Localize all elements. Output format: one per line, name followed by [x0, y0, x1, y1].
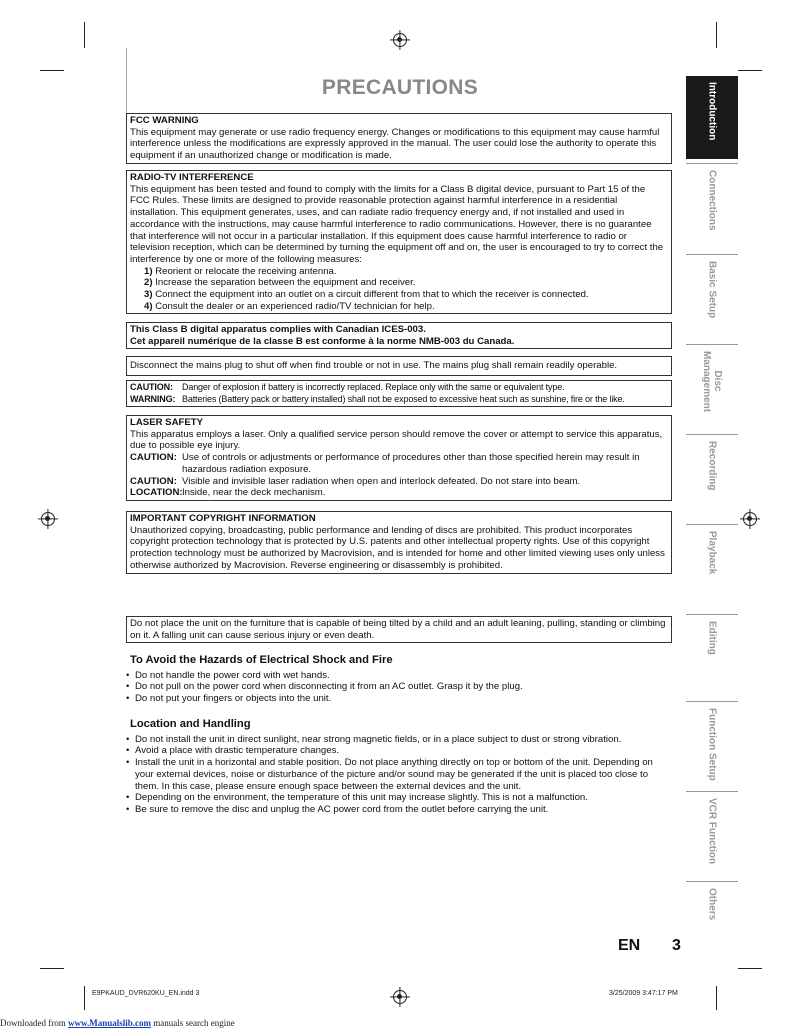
shock-section	[126, 655, 674, 705]
page-title: PRECAUTIONS	[321, 76, 479, 99]
tab-editing[interactable]: Editing	[686, 614, 738, 698]
footer-date: 3/25/2009 3:47:17 PM	[609, 990, 678, 997]
crop-mark	[716, 986, 717, 1010]
copyright-text: Unauthorized copying, broadcasting, public performance and lending of discs are prohibited. This product incorporates copyright protection technology that is protected by U.S. patents and other intellectual property rights. Use of this copyright protection technology must be authorized by Macrovision, and is intended for home and other limited viewing uses only unless otherwise authorized by Macrovision. Reverse engineering or disassembly is prohibited.	[130, 524, 665, 571]
margin-rule	[126, 48, 127, 118]
list-item: • Depending on the environment, the temperature of this unit may increase slightly. This is not a malfunction.	[126, 792, 674, 804]
canada-fr: Cet appareil numérique de la classe B est conforme à la norme NMB-003 du Canada.	[130, 335, 515, 347]
list-item: • Install the unit in a horizontal and stable position. Do not place anything directly on top or bottom of the unit. Depending on your external devices, noise or disturbance of the picture and/or sound may be generated if the unit is placed too close to them. In this case, please ensure enough space between the external devices and the unit.	[126, 757, 674, 792]
tab-disc-management[interactable]: Disc Management	[686, 344, 738, 428]
caution-text: Danger of explosion if battery is incorrectly replaced. Replace only with the same or equivalent type.	[182, 382, 565, 392]
page-number: 3	[672, 937, 681, 954]
radio-heading: RADIO-TV INTERFERENCE	[130, 172, 254, 183]
location-section	[126, 719, 674, 816]
mains-text: Disconnect the mains plug to shut off when find trouble or not in use. The mains plug shall remain readily operable.	[130, 360, 618, 371]
download-prefix: Downloaded from	[0, 1018, 66, 1028]
download-suffix: manuals search engine	[153, 1018, 235, 1028]
download-note	[0, 1018, 235, 1028]
battery-box	[126, 380, 672, 407]
warning-text: Batteries (Battery pack or battery installed) shall not be exposed to excessive heat such as sunshine, fire or the like.	[182, 393, 625, 404]
laser-text: This apparatus employs a laser. Only a qualified service person should remove the cover or attempt to service this apparatus, due to possible eye injury.	[130, 428, 663, 452]
tab-connections[interactable]: Connections	[686, 163, 738, 247]
location-heading: Location and Handling	[130, 718, 251, 730]
laser-heading: LASER SAFETY	[130, 417, 204, 428]
crop-mark	[738, 70, 762, 71]
laser-location-label: LOCATION:	[130, 487, 183, 499]
footer-file: E9PKAUD_DVR620KU_EN.indd 3	[92, 990, 200, 997]
copyright-heading: IMPORTANT COPYRIGHT INFORMATION	[130, 513, 316, 524]
measure-item: 2) Increase the separation between the equipment and receiver.	[144, 277, 416, 289]
canada-en: This Class B digital apparatus complies with Canadian ICES-003.	[130, 324, 426, 335]
measure-item: 4) Consult the dealer or an experienced radio/TV technician for help.	[144, 300, 435, 312]
tilt-warning-box	[126, 616, 672, 643]
list-item: • Do not pull on the power cord when disconnecting it from an AC outlet. Grasp it by the plug.	[126, 681, 674, 693]
registration-mark-icon	[41, 512, 55, 526]
shock-heading: To Avoid the Hazards of Electrical Shock and Fire	[130, 654, 393, 666]
crop-mark	[84, 986, 85, 1010]
fcc-text: This equipment may generate or use radio frequency energy. Changes or modifications to this equipment may cause harmful interference unless the modifications are expressly approved in the manual. The user could lose the authority to operate this equipment if an unauthorized change or modification is made.	[130, 126, 660, 162]
registration-mark-icon	[393, 990, 407, 1004]
radio-tv-box	[126, 170, 672, 314]
tab-recording[interactable]: Recording	[686, 434, 738, 518]
list-item: • Avoid a place with drastic temperature changes.	[126, 745, 674, 757]
laser-caution-label: CAUTION:	[130, 452, 177, 464]
copyright-box	[126, 511, 672, 574]
crop-mark	[738, 968, 762, 969]
download-link[interactable]: www.Manualslib.com	[67, 1018, 151, 1028]
laser-safety-box	[126, 415, 672, 501]
crop-mark	[84, 22, 85, 48]
list-item: • Be sure to remove the disc and unplug the AC power cord from the outlet before carrying the unit.	[126, 804, 674, 816]
tab-vcr-function[interactable]: VCR Function	[686, 791, 738, 875]
mains-box	[126, 356, 672, 376]
radio-text: This equipment has been tested and found to comply with the limits for a Class B digital device, pursuant to Part 15 of the FCC Rules. These limits are designed to provide reasonable protection against harmful interference in a residential installation. This equipment generates, uses, and can radiate radio frequency energy and, if not installed and used in accordance with the instructions, may cause harmful interference to radio communications. However, there is no guarantee that interference will not occur in a particular installation. If this equipment does cause harmful interference to radio or television reception, which can be determined by turning the equipment off and on, the user is encouraged to try to correct the interference by one or more of the following measures:	[130, 183, 664, 265]
measure-item: 3) Connect the equipment into an outlet on a circuit different from that to which the receiver is connected.	[144, 289, 589, 301]
tab-function-setup[interactable]: Function Setup	[686, 701, 738, 785]
laser-caution-text: Use of controls or adjustments or performance of procedures other than those specified herein may result in hazardous radiation exposure.	[182, 452, 640, 475]
language-label: EN	[618, 937, 641, 954]
laser-location-text: Inside, near the deck mechanism.	[182, 487, 326, 499]
tab-playback[interactable]: Playback	[686, 524, 738, 608]
tab-others[interactable]: Others	[686, 881, 738, 965]
tab-introduction[interactable]: Introduction	[686, 76, 738, 159]
list-item: • Do not put your fingers or objects into the unit.	[126, 693, 674, 705]
list-item: • Do not handle the power cord with wet hands.	[126, 670, 674, 682]
list-item: • Do not install the unit in direct sunlight, near strong magnetic fields, or in a place subject to dust or strong vibration.	[126, 734, 674, 746]
warning-label: WARNING:	[130, 393, 176, 404]
registration-mark-icon	[743, 512, 757, 526]
crop-mark	[40, 968, 64, 969]
canada-compliance-box	[126, 322, 672, 349]
tilt-text: Do not place the unit on the furniture that is capable of being tilted by a child and an adult leaning, pulling, standing or climbing on it. A falling unit can cause serious injury or even death.	[130, 618, 666, 641]
registration-mark-icon	[393, 33, 407, 47]
caution-label: CAUTION:	[130, 382, 173, 392]
tab-basic-setup[interactable]: Basic Setup	[686, 254, 738, 338]
crop-mark	[40, 70, 64, 71]
measure-item: 1) Reorient or relocate the receiving antenna.	[144, 265, 337, 277]
fcc-warning-box	[126, 113, 672, 164]
laser-caution-label: CAUTION:	[130, 475, 177, 487]
crop-mark	[716, 22, 717, 48]
laser-caution-text: Visible and invisible laser radiation when open and interlock defeated. Do not stare into beam.	[182, 475, 581, 487]
fcc-heading: FCC WARNING	[130, 115, 199, 126]
